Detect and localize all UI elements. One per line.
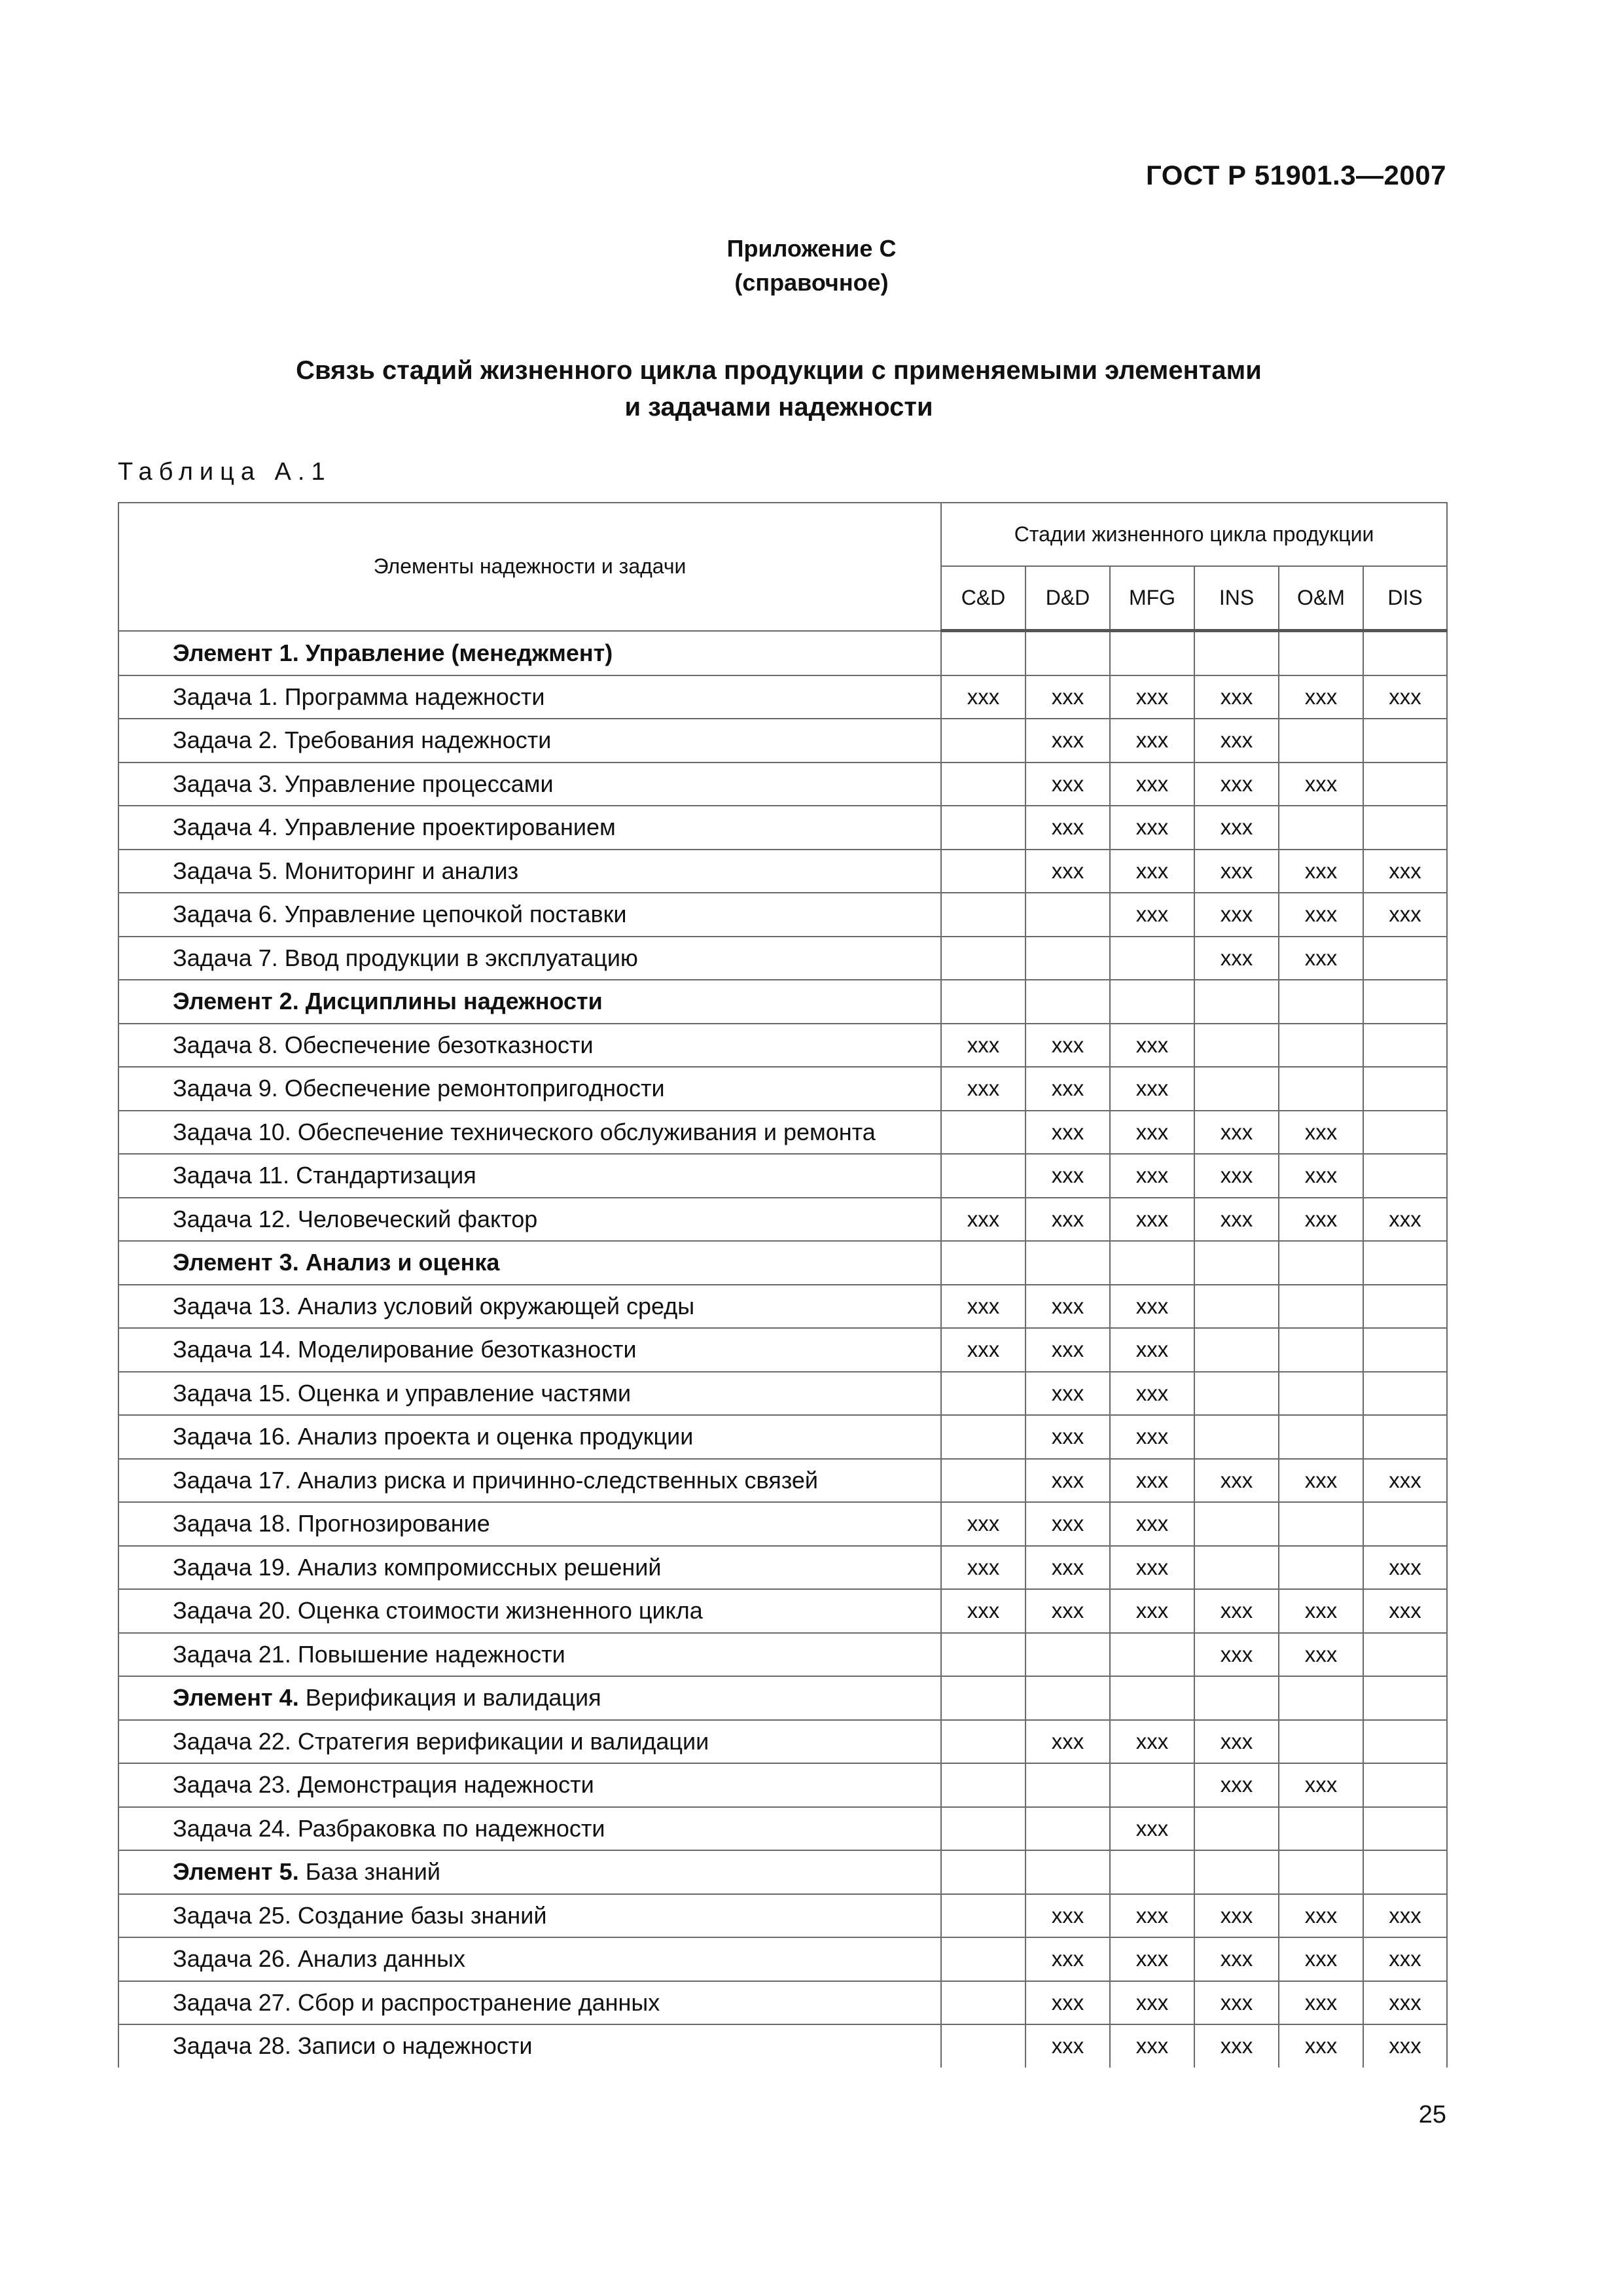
stage-mark-cell: xxx (1194, 850, 1279, 893)
stage-mark-cell: xxx (1026, 1459, 1110, 1503)
task-label: Задача 23. Демонстрация надежности (118, 1763, 941, 1807)
stage-mark-cell (1110, 980, 1194, 1024)
stage-mark-cell: xxx (1194, 806, 1279, 850)
stage-mark-cell (941, 1372, 1026, 1416)
task-row (118, 1111, 1447, 1155)
stage-mark-cell: xxx (1110, 762, 1194, 806)
stage-mark-cell (1194, 1850, 1279, 1894)
stage-mark-cell: xxx (1026, 1720, 1110, 1764)
stage-mark-cell (1194, 1067, 1279, 1111)
stage-mark-cell: xxx (1194, 719, 1279, 762)
stage-mark-cell (941, 1763, 1026, 1807)
stage-mark-cell (1279, 1850, 1363, 1894)
stage-mark-cell (1026, 980, 1110, 1024)
stage-mark-cell: xxx (1026, 1154, 1110, 1198)
stage-mark-cell (1363, 1415, 1447, 1459)
stage-mark-cell (1279, 719, 1363, 762)
stage-mark-cell: xxx (1110, 1502, 1194, 1546)
appendix-title: Приложение С (726, 235, 897, 262)
stage-mark-cell: xxx (1110, 1198, 1194, 1242)
task-row (118, 675, 1447, 719)
task-label: Задача 27. Сбор и распространение данных (118, 1981, 941, 2025)
stage-mark-cell: xxx (1363, 675, 1447, 719)
task-label: Задача 22. Стратегия верификации и валидации (118, 1720, 941, 1764)
stage-mark-cell (1363, 1676, 1447, 1720)
stage-mark-cell (1363, 937, 1447, 980)
task-row (118, 1937, 1447, 1981)
stage-mark-cell: xxx (1026, 762, 1110, 806)
stage-mark-cell (1194, 980, 1279, 1024)
stage-mark-cell: xxx (1363, 1546, 1447, 1590)
stage-mark-cell (941, 806, 1026, 850)
stage-mark-cell (1363, 1763, 1447, 1807)
stage-mark-cell (1363, 806, 1447, 850)
element-row (118, 980, 1447, 1024)
stage-mark-cell: xxx (1363, 893, 1447, 937)
stage-mark-cell (1194, 631, 1279, 675)
stage-mark-cell: xxx (1194, 1981, 1279, 2025)
stage-mark-cell: xxx (1279, 1937, 1363, 1981)
stage-mark-cell: xxx (1194, 893, 1279, 937)
stage-mark-cell (941, 1241, 1026, 1285)
stage-mark-cell (1279, 980, 1363, 1024)
stage-mark-cell: xxx (1279, 675, 1363, 719)
task-label: Задача 26. Анализ данных (118, 1937, 941, 1981)
stage-mark-cell: xxx (1026, 1024, 1110, 1067)
stage-mark-cell (1363, 719, 1447, 762)
stage-mark-cell (1026, 1763, 1110, 1807)
table-label: Таблица А.1 (118, 458, 332, 486)
stage-mark-cell (1363, 1807, 1447, 1851)
stage-mark-cell (1194, 1415, 1279, 1459)
stage-mark-cell (1363, 1285, 1447, 1329)
task-label: Задача 11. Стандартизация (118, 1154, 941, 1198)
stage-mark-cell (1026, 631, 1110, 675)
element-label-bold: Элемент 1. Управление (менеджмент) (173, 639, 613, 666)
element-label-bold: Элемент 3. Анализ и оценка (173, 1249, 500, 1276)
stage-mark-cell (1363, 980, 1447, 1024)
stage-mark-cell: xxx (1194, 675, 1279, 719)
stage-mark-cell: xxx (1110, 719, 1194, 762)
element-label-bold: Элемент 2. Дисциплины надежности (173, 988, 603, 1015)
stage-mark-cell: xxx (1026, 1589, 1110, 1633)
stage-mark-cell: xxx (1279, 1154, 1363, 1198)
element-row (118, 631, 1447, 675)
stage-mark-cell: xxx (941, 1546, 1026, 1590)
stage-mark-cell (1363, 1328, 1447, 1372)
stage-mark-cell (941, 850, 1026, 893)
task-label: Задача 24. Разбраковка по надежности (118, 1807, 941, 1851)
stage-mark-cell: xxx (1194, 1198, 1279, 1242)
element-label (118, 631, 941, 675)
stage-mark-cell: xxx (1110, 1024, 1194, 1067)
stage-mark-cell: xxx (1194, 1720, 1279, 1764)
task-label: Задача 13. Анализ условий окружающей среды (118, 1285, 941, 1329)
stage-mark-cell (1279, 1285, 1363, 1329)
stage-mark-cell (1026, 1850, 1110, 1894)
stage-header: INS (1194, 566, 1279, 631)
stage-mark-cell (1363, 1154, 1447, 1198)
stage-mark-cell (1363, 1850, 1447, 1894)
task-label: Задача 20. Оценка стоимости жизненного цикла (118, 1589, 941, 1633)
task-row (118, 1894, 1447, 1938)
stage-mark-cell (1363, 762, 1447, 806)
element-row (118, 1850, 1447, 1894)
task-row (118, 1589, 1447, 1633)
task-row (118, 2024, 1447, 2068)
stage-mark-cell: xxx (1110, 1937, 1194, 1981)
stage-mark-cell (941, 1720, 1026, 1764)
stage-mark-cell: xxx (1194, 2024, 1279, 2068)
stage-mark-cell (1279, 1676, 1363, 1720)
stage-header: DIS (1363, 566, 1447, 631)
stage-mark-cell: xxx (1026, 1372, 1110, 1416)
stage-mark-cell: xxx (1363, 1198, 1447, 1242)
stage-mark-cell (1026, 1676, 1110, 1720)
stage-mark-cell: xxx (1279, 762, 1363, 806)
element-label-rest: База знаний (298, 1858, 440, 1886)
stage-mark-cell: xxx (1110, 1415, 1194, 1459)
task-row (118, 850, 1447, 893)
task-row (118, 1415, 1447, 1459)
stage-mark-cell (1279, 1720, 1363, 1764)
task-label: Задача 3. Управление процессами (118, 762, 941, 806)
stage-mark-cell: xxx (1026, 806, 1110, 850)
task-row (118, 1546, 1447, 1590)
stage-mark-cell (941, 1154, 1026, 1198)
section-title-line1: Связь стадий жизненного цикла продукции с применяемыми элементами (296, 356, 1262, 385)
stage-mark-cell (941, 2024, 1026, 2068)
stage-mark-cell: xxx (1363, 1589, 1447, 1633)
element-row (118, 1241, 1447, 1285)
task-row (118, 1807, 1447, 1851)
page-number: 25 (1418, 2101, 1446, 2128)
stage-mark-cell: xxx (1194, 1937, 1279, 1981)
stage-mark-cell (941, 1937, 1026, 1981)
stage-mark-cell (1194, 1807, 1279, 1851)
stage-mark-cell: xxx (941, 1285, 1026, 1329)
stage-mark-cell: xxx (1194, 1763, 1279, 1807)
stage-mark-cell (1110, 1241, 1194, 1285)
stage-mark-cell (1194, 1328, 1279, 1372)
task-row (118, 1981, 1447, 2025)
stage-mark-cell: xxx (1110, 1720, 1194, 1764)
task-row (118, 1198, 1447, 1242)
stage-mark-cell: xxx (1194, 1154, 1279, 1198)
stage-mark-cell: xxx (1279, 2024, 1363, 2068)
stage-mark-cell (941, 1415, 1026, 1459)
stage-mark-cell: xxx (1026, 2024, 1110, 2068)
task-row (118, 1372, 1447, 1416)
stage-mark-cell: xxx (1110, 1154, 1194, 1198)
stage-mark-cell (1194, 1372, 1279, 1416)
task-label: Задача 10. Обеспечение технического обслуживания и ремонта (118, 1111, 941, 1155)
stage-mark-cell (941, 1807, 1026, 1851)
task-row (118, 1328, 1447, 1372)
stage-mark-cell (941, 937, 1026, 980)
document-code: ГОСТ Р 51901.3—2007 (1146, 160, 1446, 190)
stage-mark-cell: xxx (1026, 1502, 1110, 1546)
task-label: Задача 15. Оценка и управление частями (118, 1372, 941, 1416)
stage-mark-cell (1363, 1111, 1447, 1155)
stage-mark-cell: xxx (941, 1198, 1026, 1242)
task-row (118, 762, 1447, 806)
stage-mark-cell (941, 1894, 1026, 1938)
stage-mark-cell: xxx (941, 1067, 1026, 1111)
stage-mark-cell (941, 1676, 1026, 1720)
stage-mark-cell: xxx (1279, 850, 1363, 893)
task-row (118, 937, 1447, 980)
stage-mark-cell (1279, 1241, 1363, 1285)
stage-mark-cell: xxx (1110, 675, 1194, 719)
stage-mark-cell: xxx (1026, 1198, 1110, 1242)
stage-mark-cell: xxx (941, 1502, 1026, 1546)
stage-mark-cell: xxx (1194, 762, 1279, 806)
stage-header: O&M (1279, 566, 1363, 631)
table-body (118, 631, 1447, 2068)
stage-mark-cell: xxx (1026, 1285, 1110, 1329)
task-label: Задача 21. Повышение надежности (118, 1633, 941, 1677)
task-label: Задача 28. Записи о надежности (118, 2024, 941, 2068)
stage-mark-cell: xxx (1110, 1894, 1194, 1938)
stage-mark-cell (1279, 1372, 1363, 1416)
stage-mark-cell: xxx (1363, 2024, 1447, 2068)
stage-mark-cell (1110, 1633, 1194, 1677)
stage-mark-cell: xxx (1279, 1633, 1363, 1677)
element-label (118, 1850, 941, 1894)
task-row (118, 1024, 1447, 1067)
stage-mark-cell: xxx (1110, 1459, 1194, 1503)
stage-mark-cell (1194, 1285, 1279, 1329)
stage-mark-cell: xxx (1279, 1589, 1363, 1633)
stage-mark-cell (1279, 1415, 1363, 1459)
stage-mark-cell: xxx (1026, 1111, 1110, 1155)
stage-mark-cell: xxx (1363, 1459, 1447, 1503)
stage-mark-cell (1279, 1502, 1363, 1546)
stage-mark-cell: xxx (941, 1589, 1026, 1633)
stage-mark-cell (1026, 893, 1110, 937)
stage-mark-cell: xxx (1279, 1198, 1363, 1242)
stage-mark-cell: xxx (1110, 893, 1194, 937)
stage-mark-cell: xxx (1026, 1328, 1110, 1372)
element-row (118, 1676, 1447, 1720)
task-row (118, 1154, 1447, 1198)
stage-mark-cell: xxx (1026, 675, 1110, 719)
stage-mark-cell (1194, 1241, 1279, 1285)
stage-mark-cell: xxx (1026, 1937, 1110, 1981)
stage-mark-cell: xxx (941, 1024, 1026, 1067)
task-label: Задача 6. Управление цепочкой поставки (118, 893, 941, 937)
task-row (118, 1633, 1447, 1677)
stage-mark-cell (1194, 1024, 1279, 1067)
stage-mark-cell: xxx (1110, 806, 1194, 850)
stage-mark-cell: xxx (1279, 1981, 1363, 2025)
appendix-subtitle: (справочное) (734, 269, 889, 296)
stage-mark-cell: xxx (1110, 1546, 1194, 1590)
stage-mark-cell: xxx (1194, 937, 1279, 980)
task-label: Задача 7. Ввод продукции в эксплуатацию (118, 937, 941, 980)
task-label: Задача 19. Анализ компромиссных решений (118, 1546, 941, 1590)
task-row (118, 719, 1447, 762)
stage-mark-cell: xxx (1110, 1328, 1194, 1372)
task-label: Задача 1. Программа надежности (118, 675, 941, 719)
stage-header: C&D (941, 566, 1026, 631)
element-label (118, 1676, 941, 1720)
stage-mark-cell: xxx (1279, 1459, 1363, 1503)
stage-mark-cell (1363, 1372, 1447, 1416)
element-label-bold: Элемент 4. (173, 1684, 299, 1712)
stage-header: D&D (1026, 566, 1110, 631)
stage-mark-cell: xxx (1026, 850, 1110, 893)
stage-mark-cell (1110, 1763, 1194, 1807)
stage-mark-cell: xxx (1279, 937, 1363, 980)
stage-mark-cell (1279, 1807, 1363, 1851)
stage-mark-cell: xxx (1026, 1067, 1110, 1111)
stage-mark-cell: xxx (1194, 1459, 1279, 1503)
stage-mark-cell: xxx (1026, 1894, 1110, 1938)
stage-mark-cell: xxx (1194, 1589, 1279, 1633)
stage-mark-cell (941, 762, 1026, 806)
stage-mark-cell: xxx (1363, 1894, 1447, 1938)
task-label: Задача 4. Управление проектированием (118, 806, 941, 850)
stage-mark-cell: xxx (1110, 2024, 1194, 2068)
stage-mark-cell: xxx (1279, 1763, 1363, 1807)
stage-mark-cell: xxx (1110, 850, 1194, 893)
task-label: Задача 8. Обеспечение безотказности (118, 1024, 941, 1067)
section-title (0, 352, 1558, 425)
stage-mark-cell (1279, 1024, 1363, 1067)
stage-mark-cell (1026, 1807, 1110, 1851)
task-label: Задача 5. Мониторинг и анализ (118, 850, 941, 893)
stage-mark-cell (1363, 631, 1447, 675)
stage-mark-cell: xxx (1110, 1981, 1194, 2025)
element-label-rest: Верификация и валидация (298, 1684, 601, 1712)
task-label: Задача 12. Человеческий фактор (118, 1198, 941, 1242)
stage-mark-cell (1363, 1067, 1447, 1111)
stage-mark-cell: xxx (1110, 1067, 1194, 1111)
stage-mark-cell: xxx (1279, 893, 1363, 937)
section-title-line2: и задачами надежности (624, 393, 933, 422)
stage-mark-cell: xxx (1110, 1372, 1194, 1416)
stage-mark-cell: xxx (1279, 1111, 1363, 1155)
stage-mark-cell (941, 631, 1026, 675)
stage-mark-cell (1026, 937, 1110, 980)
tasks-column-header: Элементы надежности и задачи (118, 503, 941, 631)
task-row (118, 893, 1447, 937)
stage-mark-cell: xxx (1194, 1633, 1279, 1677)
task-label: Задача 9. Обеспечение ремонтопригодности (118, 1067, 941, 1111)
stage-mark-cell (1194, 1502, 1279, 1546)
stage-mark-cell: xxx (1026, 1415, 1110, 1459)
task-row (118, 1720, 1447, 1764)
element-label (118, 980, 941, 1024)
stage-mark-cell (1363, 1024, 1447, 1067)
stage-mark-cell (1110, 937, 1194, 980)
task-label: Задача 17. Анализ риска и причинно-следственных связей (118, 1459, 941, 1503)
task-row (118, 1459, 1447, 1503)
stage-mark-cell: xxx (1026, 719, 1110, 762)
stage-mark-cell (1279, 1546, 1363, 1590)
stage-mark-cell (941, 1850, 1026, 1894)
stage-mark-cell (1110, 1676, 1194, 1720)
task-row (118, 1502, 1447, 1546)
stage-mark-cell (1279, 1328, 1363, 1372)
task-label: Задача 25. Создание базы знаний (118, 1894, 941, 1938)
stage-mark-cell: xxx (1363, 850, 1447, 893)
stage-mark-cell (941, 980, 1026, 1024)
stage-mark-cell: xxx (941, 675, 1026, 719)
stage-mark-cell (941, 893, 1026, 937)
stage-mark-cell (941, 719, 1026, 762)
stage-mark-cell (1279, 1067, 1363, 1111)
stage-mark-cell (941, 1111, 1026, 1155)
task-label: Задача 18. Прогнозирование (118, 1502, 941, 1546)
stage-mark-cell: xxx (1279, 1894, 1363, 1938)
stage-mark-cell: xxx (1026, 1981, 1110, 2025)
stage-mark-cell (1279, 806, 1363, 850)
task-row (118, 806, 1447, 850)
stage-mark-cell (1026, 1241, 1110, 1285)
stage-mark-cell (1363, 1502, 1447, 1546)
task-row (118, 1763, 1447, 1807)
stage-mark-cell: xxx (1363, 1937, 1447, 1981)
stage-mark-cell: xxx (1194, 1111, 1279, 1155)
stage-mark-cell: xxx (1110, 1589, 1194, 1633)
stage-mark-cell: xxx (1110, 1111, 1194, 1155)
stage-mark-cell (941, 1459, 1026, 1503)
task-label: Задача 2. Требования надежности (118, 719, 941, 762)
stage-mark-cell (1363, 1720, 1447, 1764)
stage-mark-cell (1363, 1241, 1447, 1285)
task-row (118, 1067, 1447, 1111)
stage-mark-cell (1363, 1633, 1447, 1677)
stage-mark-cell (1110, 631, 1194, 675)
stage-mark-cell: xxx (941, 1328, 1026, 1372)
stage-mark-cell (1279, 631, 1363, 675)
element-label-bold: Элемент 5. (173, 1858, 299, 1886)
task-label: Задача 16. Анализ проекта и оценка продукции (118, 1415, 941, 1459)
stage-header: MFG (1110, 566, 1194, 631)
appendix-heading (0, 232, 1623, 300)
task-row (118, 1285, 1447, 1329)
reliability-table (118, 502, 1448, 2068)
task-label: Задача 14. Моделирование безотказности (118, 1328, 941, 1372)
stage-mark-cell: xxx (1363, 1981, 1447, 2025)
stage-mark-cell: xxx (1194, 1894, 1279, 1938)
stage-mark-cell (1194, 1546, 1279, 1590)
stage-mark-cell (1110, 1850, 1194, 1894)
stage-mark-cell (941, 1981, 1026, 2025)
stage-mark-cell: xxx (1026, 1546, 1110, 1590)
stage-mark-cell (1026, 1633, 1110, 1677)
stage-mark-cell (941, 1633, 1026, 1677)
stages-header: Стадии жизненного цикла продукции (941, 503, 1447, 566)
stage-mark-cell: xxx (1110, 1807, 1194, 1851)
element-label (118, 1241, 941, 1285)
stage-mark-cell: xxx (1110, 1285, 1194, 1329)
stage-mark-cell (1194, 1676, 1279, 1720)
